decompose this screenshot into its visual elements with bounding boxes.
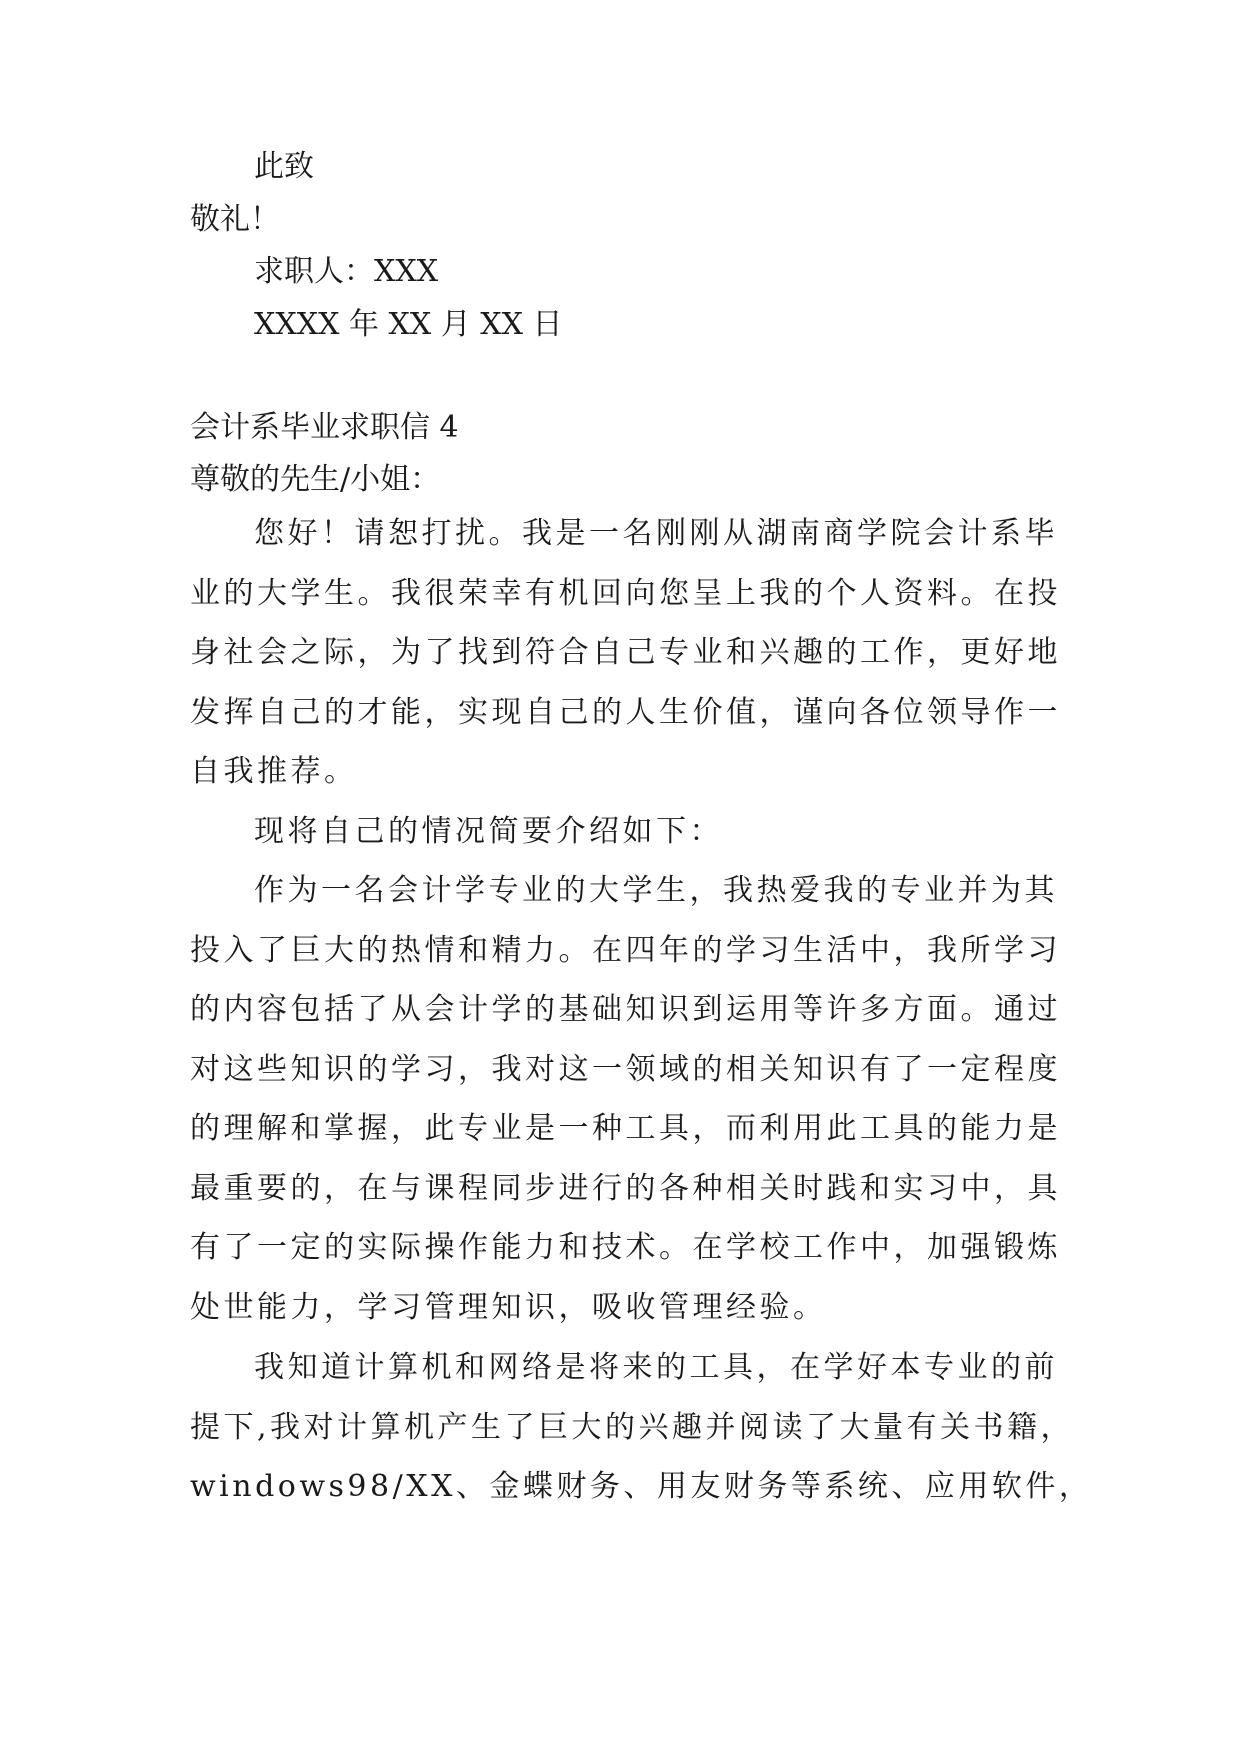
letter-title: 会计系毕业求职信 4 <box>190 410 459 445</box>
paragraph-line: 您好！请恕打扰。我是一名刚刚从湖南商学院会计系毕 <box>254 516 1058 551</box>
paragraph-education <box>190 861 1061 1337</box>
paragraph-line: 作为一名会计学专业的大学生，我热爱我的专业并为其 <box>254 873 1058 908</box>
paragraph-line: 的内容包括了从会计学的基础知识到运用等许多方面。通过 <box>190 992 1061 1027</box>
paragraph-line: 投入了巨大的热情和精力。在四年的学习生活中，我所学习 <box>190 932 1061 968</box>
paragraph-computer-skills <box>190 1338 1093 1517</box>
paragraph-line: 提下,我对计算机产生了巨大的兴趣并阅读了大量有关书籍， <box>190 1409 1075 1445</box>
letter-greeting: 尊敬的先生/小姐： <box>190 462 441 497</box>
paragraph-line: 发挥自己的才能，实现自己的人生价值，谨向各位领导作一 <box>190 694 1061 730</box>
paragraph-overview <box>190 802 1052 862</box>
paragraph-line: 我知道计算机和网络是将来的工具，在学好本专业的前 <box>254 1350 1058 1385</box>
paragraph-line: 现将自己的情况简要介绍如下： <box>254 814 723 849</box>
applicant-signature: 求职人：XXX <box>254 254 439 289</box>
paragraph-line: 最重要的，在与课程同步进行的各种相关时践和实习中，具 <box>190 1170 1061 1206</box>
paragraph-line: 的理解和掌握，此专业是一种工具，而利用此工具的能力是 <box>190 1111 1061 1146</box>
paragraph-line: 身社会之际，为了找到符合自己专业和兴趣的工作，更好地 <box>190 635 1061 670</box>
paragraph-line: 处世能力，学习管理知识，吸收管理经验。 <box>190 1289 827 1325</box>
letter-date: XXXX 年 XX 月 XX 日 <box>254 307 563 342</box>
closing-salutation-1: 此致 <box>254 149 314 184</box>
paragraph-line: 有了一定的实际操作能力和技术。在学校工作中，加强锻炼 <box>190 1230 1061 1265</box>
paragraph-line: 业的大学生。我很荣幸有机回向您呈上我的个人资料。在投 <box>190 575 1061 611</box>
paragraph-line: 对这些知识的学习，我对这一领域的相关知识有了一定程度 <box>190 1051 1061 1087</box>
paragraph-line: 自我推荐。 <box>190 754 358 789</box>
paragraph-intro <box>190 504 1061 802</box>
closing-salutation-2: 敬礼！ <box>190 202 280 237</box>
paragraph-line: windows98/XX、金蝶财务、用友财务等系统、应用软件， <box>190 1469 1093 1504</box>
